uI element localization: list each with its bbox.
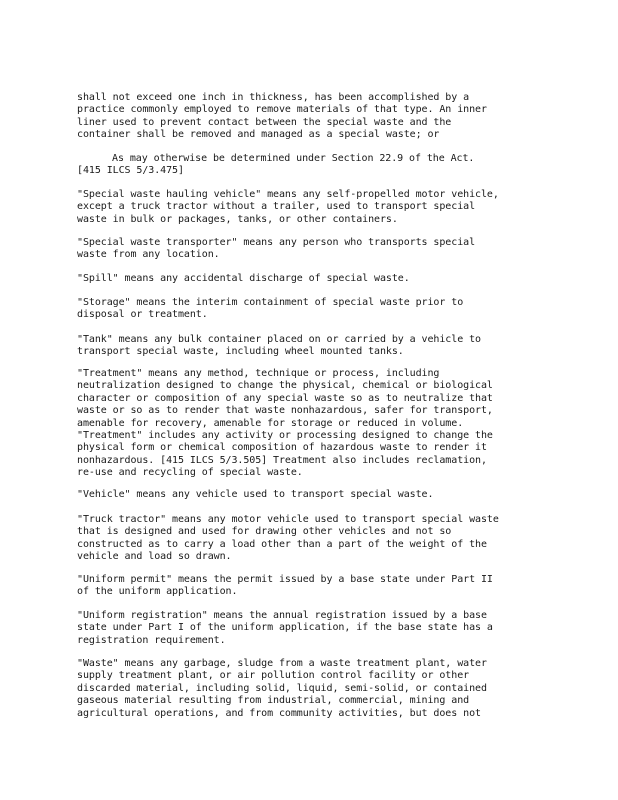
text-line: "Uniform registration" means the annual registration issued by a base <box>77 610 487 621</box>
definition-uniform-permit <box>77 574 537 599</box>
definition-storage <box>77 297 537 322</box>
definition-truck-tractor <box>77 514 537 564</box>
text-line: gaseous material resulting from industrial, commercial, mining and <box>77 695 470 707</box>
text-line: disposal or treatment. <box>77 309 208 321</box>
text-line: liner used to prevent contact between the special waste and the <box>77 116 452 128</box>
text-line: "Treatment" means any method, technique or process, including <box>77 368 440 379</box>
text-line: As may otherwise be determined under Section 22.9 of the Act. <box>112 153 475 164</box>
text-line: state under Part I of the uniform application, if the base state has a <box>77 622 493 634</box>
definition-spill <box>77 273 537 285</box>
text-line: registration requirement. <box>77 634 226 646</box>
definition-special-waste-transporter <box>77 237 537 262</box>
text-line: "Vehicle" means any vehicle used to transport special waste. <box>77 489 434 500</box>
text-line: "Waste" means any garbage, sludge from a waste treatment plant, water <box>77 658 487 669</box>
text-line: except a truck tractor without a trailer, used to transport special <box>77 201 476 213</box>
text-line: "Special waste hauling vehicle" means any self-propelled motor vehicle, <box>77 189 499 200</box>
text-line: container shall be removed and managed as a special waste; or <box>77 129 440 141</box>
text-line: "Truck tractor" means any motor vehicle used to transport special waste <box>77 514 499 525</box>
text-line: "Treatment" includes any activity or processing designed to change the <box>77 430 493 442</box>
definition-waste <box>77 658 537 720</box>
text-line: practice commonly employed to remove materials of that type. An inner <box>77 104 487 116</box>
text-line: physical form or chemical composition of hazardous waste to render it <box>77 442 487 454</box>
text-line: "Uniform permit" means the permit issued by a base state under Part II <box>77 574 493 585</box>
definition-treatment <box>77 368 537 480</box>
text-line: "Special waste transporter" means any person who transports special <box>77 237 476 248</box>
text-line: "Storage" means the interim containment of special waste prior to <box>77 297 464 308</box>
text-line: amenable for recovery, amenable for storage or reduced in volume. <box>77 417 464 429</box>
text-line: re-use and recycling of special waste. <box>77 467 303 479</box>
text-line: waste in bulk or packages, tanks, or other containers. <box>77 213 398 225</box>
paragraph-container-removal <box>77 92 537 142</box>
text-line: nonhazardous. [415 ILCS 5/3.505] Treatment also includes reclamation, <box>77 454 487 466</box>
text-line: discarded material, including solid, liquid, semi-solid, or contained <box>77 682 487 694</box>
definition-tank <box>77 334 537 359</box>
text-line: of the uniform application. <box>77 586 238 598</box>
text-line: neutralization designed to change the physical, chemical or biological <box>77 380 493 392</box>
text-line: waste from any location. <box>77 249 220 261</box>
text-line: character or composition of any special waste so as to neutralize that <box>77 392 493 404</box>
paragraph-citation <box>77 165 537 177</box>
definition-special-waste-hauling-vehicle <box>77 189 537 226</box>
text-line: constructed as to carry a load other than a part of the weight of the <box>77 538 487 550</box>
text-line: vehicle and load so drawn. <box>77 551 232 563</box>
text-line: waste or so as to render that waste nonhazardous, safer for transport, <box>77 405 493 417</box>
definition-uniform-registration <box>77 610 537 647</box>
text-line: [415 ILCS 5/3.475] <box>77 165 184 176</box>
paragraph-otherwise-determined <box>112 153 572 165</box>
text-line: "Spill" means any accidental discharge of special waste. <box>77 273 410 284</box>
definition-vehicle-partial <box>77 489 537 501</box>
text-line: "Tank" means any bulk container placed on or carried by a vehicle to <box>77 334 481 345</box>
text-line: agricultural operations, and from community activities, but does not <box>77 707 481 719</box>
text-line: shall not exceed one inch in thickness, has been accomplished by a <box>77 92 470 103</box>
text-line: that is designed and used for drawing other vehicles and not so <box>77 526 452 538</box>
text-line: supply treatment plant, or air pollution control facility or other <box>77 670 470 682</box>
text-line: transport special waste, including wheel mounted tanks. <box>77 346 404 358</box>
